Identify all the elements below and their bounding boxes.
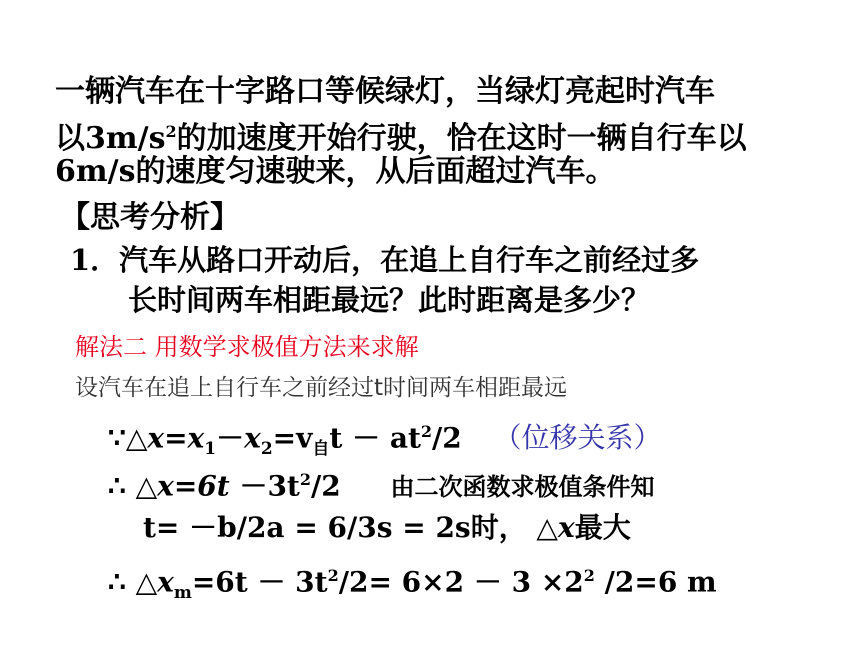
eq-sign: = <box>164 421 188 455</box>
delta-symbol: △ <box>125 421 148 455</box>
delta-symbol: △ <box>125 469 158 503</box>
eq3-text: t= －b/2a = 6/3s = 2s时， △ <box>143 511 558 544</box>
var-x1: x <box>187 421 205 455</box>
superscript: 2 <box>583 566 595 585</box>
equation-4 <box>108 556 717 613</box>
section-title-text: 【思考分析】 <box>60 200 240 235</box>
problem-text-3: 6m/s的速度匀速驶来，从后面超过汽车。 <box>55 154 616 189</box>
delta-symbol: △ <box>125 565 158 599</box>
eq1-rest2: t － at <box>329 421 421 455</box>
eq4-rest2: /2= 6×2 － 3 ×2 <box>338 565 584 599</box>
term-6t: 6t <box>197 469 230 503</box>
eq2-rest2: /2 <box>311 469 341 503</box>
problem-line-3 <box>55 152 615 192</box>
question-text-2: 长时间两车相距最远？此时距离是多少？ <box>128 283 651 317</box>
var-x: x <box>157 469 174 503</box>
subscript-1: 1 <box>204 438 217 459</box>
equation-2 <box>108 460 654 507</box>
eq1-rest1: =v <box>272 421 313 455</box>
var-x2: x <box>244 421 261 455</box>
var-x: x <box>157 565 174 599</box>
superscript: 2 <box>299 470 312 489</box>
subscript-m: m <box>173 582 192 603</box>
eq2-rest: －3t <box>229 469 300 503</box>
method-title <box>75 331 419 363</box>
var-x: x <box>557 511 575 544</box>
assumption <box>75 372 567 404</box>
question-text-1: 1．汽车从路口开动后，在追上自行车之前经过多 <box>70 243 700 277</box>
displacement-note: （位移关系） <box>493 421 662 455</box>
eq3-tail: 最大 <box>574 511 631 544</box>
method-title-text: 解法二 用数学求极值方法来求解 <box>75 333 419 361</box>
superscript: 2 <box>165 122 177 141</box>
subscript-2: 2 <box>260 438 273 459</box>
assumption-text: 设汽车在追上自行车之前经过t时间两车相距最远 <box>75 375 568 401</box>
var-x: x <box>147 421 165 455</box>
question-line-1 <box>70 240 699 280</box>
eq4-rest3: /2=6 m <box>594 565 717 599</box>
condition-note: 由二次函数求极值条件知 <box>390 473 655 502</box>
problem-text-1: 一辆汽车在十字路口等候绿灯，当绿灯亮起时汽车 <box>55 74 715 109</box>
problem-text-2a: 以3m/s <box>55 121 166 156</box>
minus-sign: － <box>216 421 245 455</box>
equation-3 <box>143 508 631 548</box>
problem-text-2b: 的加速度开始行驶，恰在这时一辆自行车以 <box>176 121 747 156</box>
because-symbol: ∵ <box>108 421 126 455</box>
eq4-rest: =6t － 3t <box>191 565 328 599</box>
superscript: 2 <box>327 566 339 585</box>
section-title <box>60 198 240 238</box>
eq-sign: = <box>173 469 198 503</box>
question-line-2 <box>128 280 650 320</box>
therefore-symbol: ∴ <box>108 469 126 503</box>
subscript-self: 自 <box>312 438 330 459</box>
superscript: 2 <box>420 422 433 441</box>
problem-line-1 <box>55 72 715 112</box>
eq1-rest3: /2 <box>432 421 462 455</box>
therefore-symbol: ∴ <box>108 565 126 599</box>
